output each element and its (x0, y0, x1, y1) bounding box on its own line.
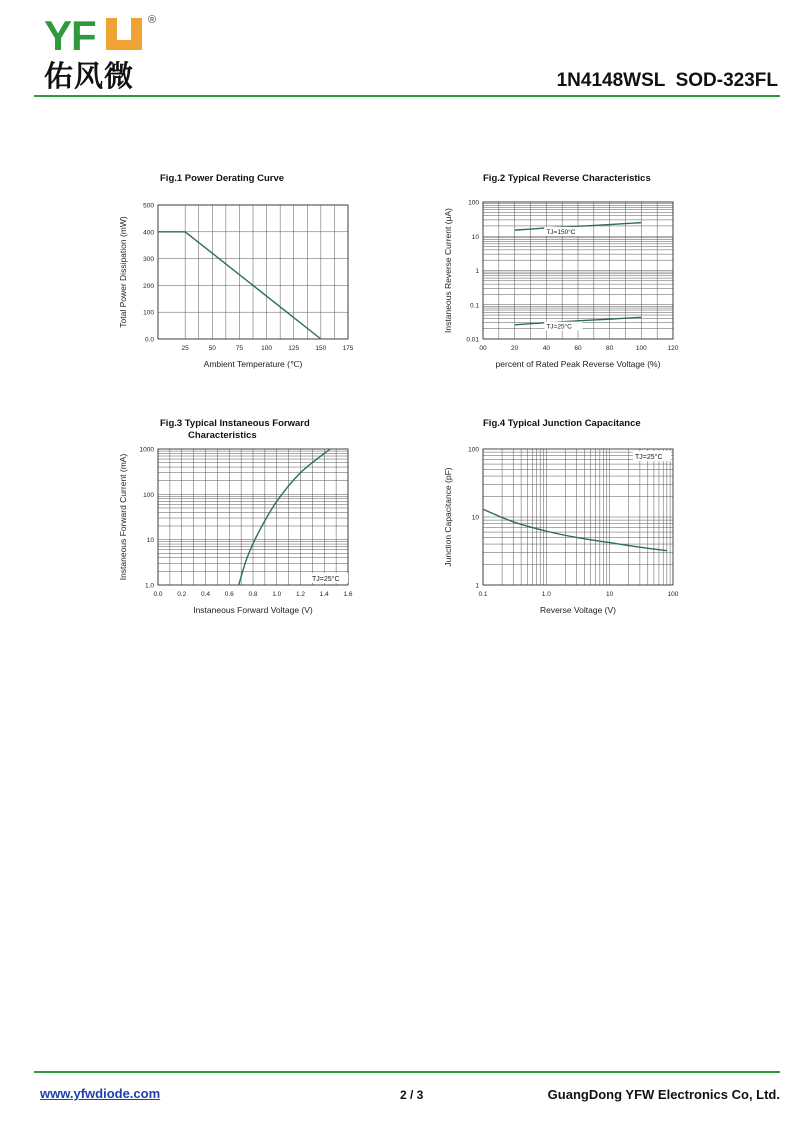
fig3-forward-characteristics-chart (110, 412, 470, 642)
y-tick-label: 100 (143, 491, 154, 499)
y-tick-label: 100 (468, 446, 479, 454)
x-tick-label: 60 (574, 345, 582, 352)
y-tick-label: 1.0 (144, 582, 154, 590)
x-tick-label: 100 (261, 345, 273, 352)
grid (158, 449, 348, 585)
chart-title-line2: Characteristics (188, 430, 257, 441)
series-line-1 (483, 509, 667, 550)
logo-brand-text: YF (44, 12, 96, 59)
series-label: TJ=25°C (546, 323, 572, 331)
y-axis-label: Instaneous Forward Current (mA) (118, 453, 128, 581)
x-tick-label: 40 (542, 345, 550, 352)
y-tick-label: 100 (468, 199, 479, 207)
y-tick-label: 1 (475, 582, 479, 590)
fig2-svg (435, 165, 795, 395)
x-tick-label: 1.0 (541, 591, 551, 598)
chart-title: Fig.1 Power Derating Curve (160, 173, 285, 184)
annotation: TJ=25°C (635, 454, 663, 461)
x-tick-label: 0.2 (177, 591, 187, 598)
page-number: 2 / 3 (400, 1088, 424, 1102)
x-tick-label: 150 (315, 345, 327, 352)
chart-title: Fig.3 Typical Instaneous Forward (160, 418, 310, 429)
fig4-junction-capacitance-chart (435, 412, 795, 642)
logo-w-mark (106, 18, 142, 50)
fig1-power-derating-chart (110, 165, 470, 395)
x-tick-label: 100 (667, 591, 679, 598)
x-tick-label: 1.6 (343, 591, 353, 598)
x-tick-label: 0.0 (153, 591, 163, 598)
x-axis-label: Instaneous Forward Voltage (V) (193, 605, 313, 615)
chart-title: Fig.2 Typical Reverse Characteristics (483, 173, 651, 184)
y-tick-label: 0.1 (469, 302, 479, 310)
x-tick-label: 50 (208, 345, 216, 352)
y-tick-label: 0.01 (466, 336, 479, 344)
chart-title: Fig.4 Typical Junction Capacitance (483, 418, 641, 429)
header-rule (34, 95, 780, 97)
document-title: 1N4148WSL SOD-323FL (556, 70, 778, 91)
series-line-1 (239, 449, 330, 585)
x-axis-label: Ambient Temperature (℃) (203, 359, 303, 369)
grid (483, 202, 673, 339)
y-tick-label: 100 (143, 309, 154, 317)
x-tick-label: 100 (635, 345, 647, 352)
grid (483, 449, 673, 585)
x-tick-label: 00 (479, 345, 487, 352)
y-tick-label: 1000 (139, 446, 154, 454)
x-tick-label: 20 (511, 345, 519, 352)
logo-chinese-name: 佑风微 (44, 59, 135, 93)
y-axis-label: Junction Capacitance (pF) (443, 467, 453, 567)
y-tick-label: 200 (143, 282, 154, 290)
y-tick-label: 0.0 (144, 336, 154, 344)
y-tick-label: 10 (471, 514, 479, 522)
x-tick-label: 1.4 (319, 591, 329, 598)
x-tick-label: 25 (181, 345, 189, 352)
grid (158, 205, 348, 339)
y-tick-label: 10 (146, 537, 154, 545)
company-name: GuangDong YFW Electronics Co, Ltd. (547, 1087, 780, 1102)
y-tick-label: 300 (143, 256, 154, 264)
y-tick-label: 400 (143, 229, 154, 237)
x-tick-label: 0.6 (224, 591, 234, 598)
website-link[interactable]: www.yfwdiode.com (40, 1086, 161, 1101)
fig2-reverse-characteristics-chart (435, 165, 795, 395)
x-tick-label: 75 (235, 345, 244, 352)
annotation: TJ=25°C (312, 576, 340, 583)
x-tick-label: 1.0 (272, 591, 282, 598)
footer-rule (34, 1071, 780, 1073)
x-tick-label: 125 (288, 345, 300, 352)
x-tick-label: 0.1 (478, 591, 488, 598)
x-tick-label: 120 (667, 345, 679, 352)
y-tick-label: 500 (143, 202, 154, 210)
y-axis-label: Total Power Dissipation (mW) (118, 216, 128, 328)
fig3-svg (110, 412, 470, 642)
x-tick-label: 1.2 (295, 591, 306, 598)
x-tick-label: 0.4 (200, 591, 211, 598)
x-axis-label: percent of Rated Peak Reverse Voltage (%) (495, 359, 661, 369)
x-axis-label: Reverse Voltage (V) (539, 605, 617, 615)
y-tick-label: 1 (475, 268, 479, 275)
series-label: TJ=150°C (546, 228, 576, 236)
y-axis-label: Instaneous Reverse Current (μA) (443, 208, 453, 333)
yfw-logo (44, 14, 164, 94)
x-tick-label: 10 (606, 591, 614, 598)
x-tick-label: 175 (342, 345, 354, 352)
x-tick-label: 0.8 (248, 591, 258, 598)
registered-mark: ® (148, 14, 157, 26)
fig4-svg (435, 412, 795, 642)
x-tick-label: 80 (606, 345, 614, 352)
fig1-svg (110, 165, 470, 395)
y-tick-label: 10 (471, 233, 479, 241)
